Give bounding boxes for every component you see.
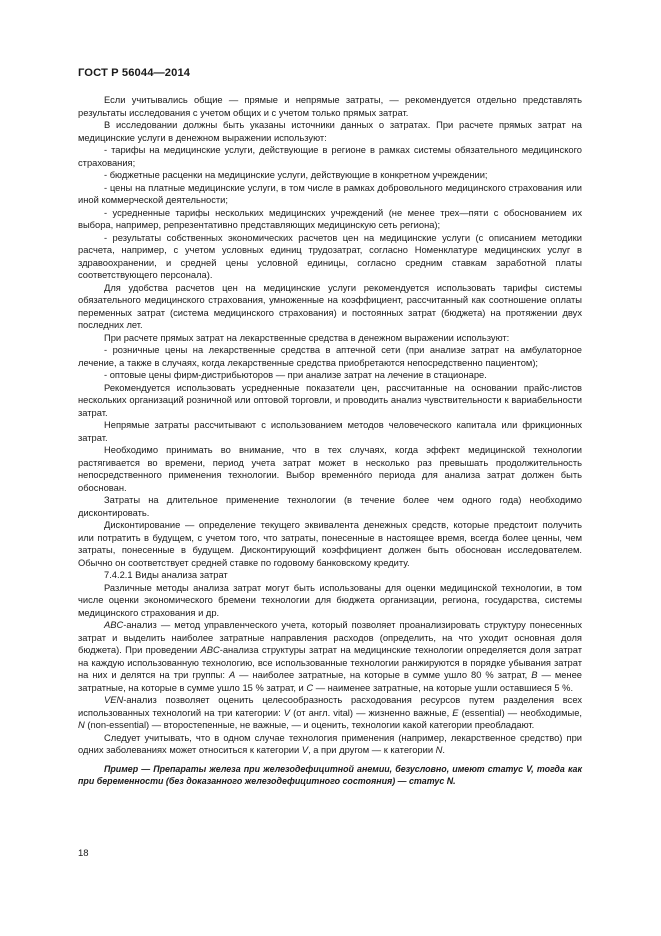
list-item: - розничные цены на лекарственные средства в аптечной сети (при анализе затрат на амбулаторное лечение, а также в случаях, когда лекарственные средства приобретаются непосредственно пациентом); [78,345,582,368]
list-item: - результаты собственных экономических расчетов цен на медицинские услуги (с описанием методики расчета, например, с учетом условных единиц трудозатрат, согласно Номенклатуре медицинских услуг в здравоохранении, и средней цены условной единицы, согласно средним ставкам заработной платы соответствующего персонала). [78,232,582,280]
body-text [78,94,582,788]
paragraph: Следует учитывать, что в одном случае технология применения (например, лекарственное средство) при одних заболеваниях может относиться к категории V, а при другом — к категории N. [78,732,582,755]
list-item: - оптовые цены фирм-дистрибьюторов — при анализе затрат на лечение в стационаре. [104,370,487,380]
example-note: Пример — Препараты железа при железодефицитной анемии, безусловно, имеют статус V, тогда как при беременности (без доказанного железодефицитного состояния) — статус N. [78,763,582,786]
paragraph: В исследовании должны быть указаны источники данных о затратах. При расчете прямых затрат на медицинские услуги в денежном выражении используют: [78,120,582,143]
paragraph: Необходимо принимать во внимание, что в тех случаях, когда эффект медицинской технологии растягивается во времени, период учета затрат может в несколько раз превышать продолжительность непосредственного применения технологии. Выбор временнóго периода для анализа затрат должен быть обоснован. [78,445,582,493]
list-item: - цены на платные медицинские услуги, в том числе в рамках добровольного медицинского страхования или иной коммерческой деятельности; [78,182,582,205]
list-item: - бюджетные расценки на медицинские услуги, действующие в конкретном учреждении; [104,170,488,180]
list-item: - усредненные тарифы нескольких медицинских учреждений (не менее трех—пяти с обоснованием их выбора, например, репрезентативно представляющих медицинскую сеть региона); [78,207,582,230]
paragraph: При расчете прямых затрат на лекарственные средства в денежном выражении используют: [104,332,510,343]
paragraph: Рекомендуется использовать усредненные показатели цен, рассчитанные на основании прайс-листов нескольких организаций розничной или оптовой торговли, и проводить анализ чувствительности к вариабельности затрат. [78,382,582,418]
page-number: 18 [78,848,89,859]
ven-analysis-paragraph: VEN-анализ позволяет оценить целесообразность расходования ресурсов путем разделения всех использованных технологий на три категории: V (от англ. vital) — жизненно важные, E (essential) — необходимые, N (non-essential) — второстепенные, не важные, — и оценить, технологии какой категории преобладают. [78,695,582,730]
paragraph: Для удобства расчетов цен на медицинские услуги рекомендуется использовать тарифы системы обязательного медицинского страхования, умноженные на коэффициент, рассчитанный как соотношение оплаты переменных затрат (система медицинского страхования) и постоянных затрат (бюджета) на протяжении двух последних лет. [78,282,582,330]
ven-term: VEN [104,695,124,705]
paragraph: Непрямые затраты рассчитывают с использованием методов человеческого капитала или фрикционных затрат. [78,420,582,443]
section-heading: 7.4.2.1 Виды анализа затрат [104,570,228,580]
list-item: - тарифы на медицинские услуги, действующие в регионе в рамках системы обязательного медицинского страхования; [78,145,582,168]
paragraph: Различные методы анализа затрат могут быть использованы для оценки медицинской технологии, в том числе оценки экономического бремени технологии для бюджета организации, региона, государства, системы медицинского страхования и др. [78,582,582,618]
paragraph: Дисконтирование — определение текущего эквивалента денежных средств, которые предстоит получить или потратить в будущем, с учетом того, что затраты, понесенные в настоящее время, всегда более ценны, чем затраты, понесенные в будущем. Дисконтирующий коэффициент должен быть обоснован исследователем. Обычно он соответствует средней ставке по годовому банковскому кредиту. [78,520,582,568]
abc-term: ABC [104,620,124,630]
paragraph: Затраты на длительное применение технологии (в течение более чем одного года) необходимо дисконтировать. [78,495,582,518]
paragraph: Если учитывались общие — прямые и непрямые затраты, — рекомендуется отдельно представлять результаты исследования с учетом общих и с учетом только прямых затрат. [78,95,582,118]
document-code-header: ГОСТ Р 56044—2014 [78,67,191,79]
abc-analysis-paragraph: ABC-анализ — метод управленческого учета, который позволяет проанализировать структуру понесенных затрат и выделить наиболее затратные направления расходов (определить, на что уходит основная доля бюджета). При проведении ABC-анализа структуры затрат на медицинские технологии определяется доля затрат на каждую использованную технологию, все использованные технологии ранжируются в порядке убывания затрат на них и делятся на три группы: A — наиболее затратные, на которые в сумме ушло 80 % затрат, B — менее затратные, на которые в сумме ушло 15 % затрат, и C — наименее затратные, на которые ушли оставшиеся 5 %. [78,620,582,693]
